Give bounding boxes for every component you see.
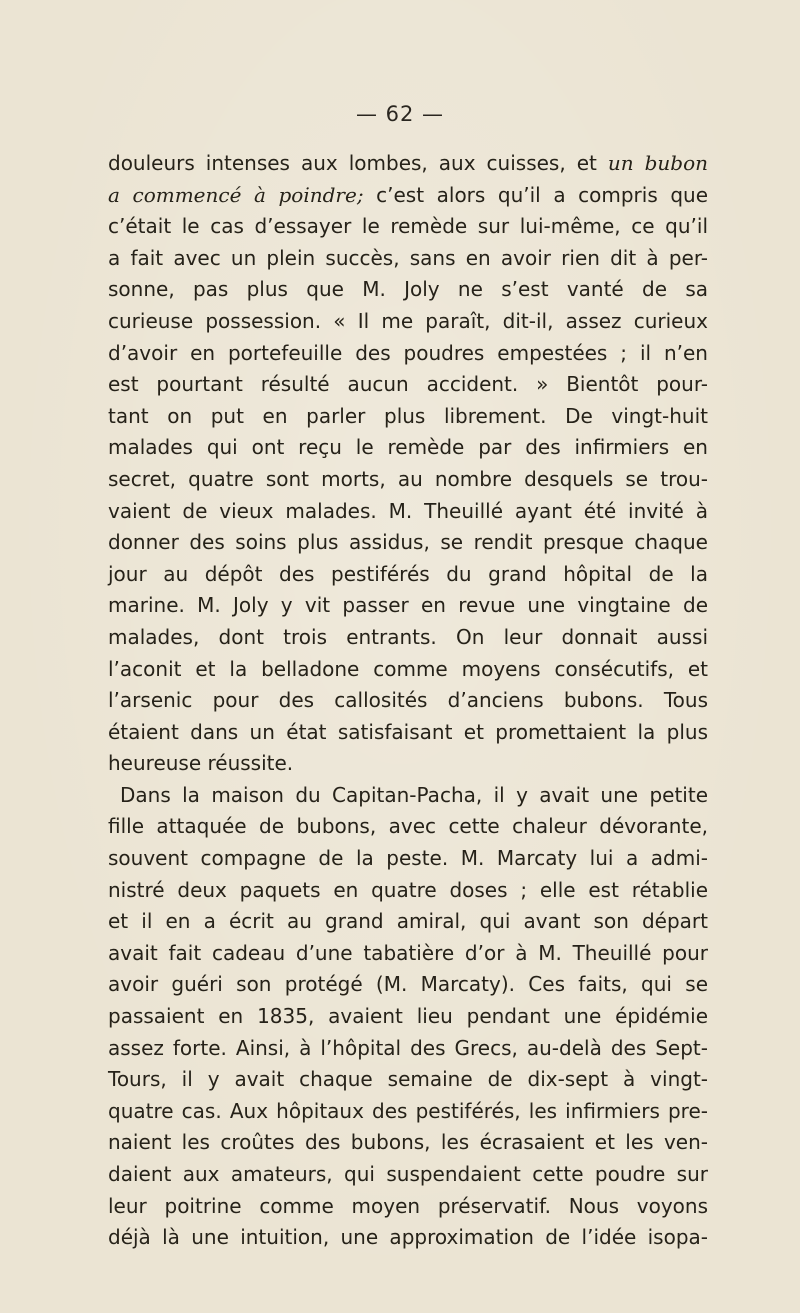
text-segment: l’aconit et la belladone comme moyens consécutifs, et	[108, 656, 708, 681]
text-segment: assez forte. Ainsi, à l’hôpital des Grecs, au-delà des Sept-	[108, 1035, 708, 1060]
text-line	[108, 338, 708, 370]
text-segment: marine. M. Joly y vit passer en revue une vingtaine de	[108, 593, 708, 618]
italic-text-segment: a commencé à poindre;	[108, 182, 364, 207]
text-line	[108, 559, 708, 591]
text-segment: vaient de vieux malades. M. Theuillé ayant été invité à	[108, 498, 708, 523]
text-segment: d’avoir en portefeuille des poudres empestées ; il n’en	[108, 340, 708, 365]
text-segment: quatre cas. Aux hôpitaux des pestiférés, les infirmiers pre-	[108, 1098, 708, 1123]
text-segment: heureuse réussite.	[108, 751, 294, 776]
text-segment: avoir guéri son protégé (M. Marcaty). Ces faits, qui se	[108, 972, 708, 997]
text-segment: secret, quatre sont morts, au nombre desquels se trou-	[108, 466, 708, 491]
text-segment: Dans la maison du Capitan-Pacha, il y avait une petite	[120, 782, 708, 807]
text-segment: et il en a écrit au grand amiral, qui avant son départ	[108, 909, 708, 934]
text-segment: Tours, il y avait chaque semaine de dix-sept à vingt-	[108, 1067, 708, 1092]
text-segment: souvent compagne de la peste. M. Marcaty lui a admi-	[108, 846, 708, 871]
body-text	[108, 148, 708, 1254]
text-line	[108, 1064, 708, 1096]
text-segment: c’est alors qu’il a compris que	[363, 182, 709, 207]
text-line	[108, 843, 708, 875]
text-segment: est pourtant résulté aucun accident. » Bientôt pour-	[108, 372, 708, 397]
text-line	[108, 1127, 708, 1159]
text-line	[108, 1222, 708, 1254]
text-segment: sonne, pas plus que M. Joly ne s’est vanté de sa	[108, 277, 708, 302]
text-segment: c’était le cas d’essayer le remède sur lui-même, ce qu’il	[108, 214, 708, 239]
text-segment: daient aux amateurs, qui suspendaient cette poudre sur	[108, 1162, 708, 1186]
text-line	[108, 306, 708, 338]
text-segment: malades, dont trois entrants. On leur donnait aussi	[108, 624, 708, 649]
text-line	[108, 1001, 708, 1033]
text-line	[108, 906, 708, 938]
text-segment: malades qui ont reçu le remède par des infirmiers en	[108, 435, 708, 460]
text-segment: douleurs intenses aux lombes, aux cuisses, et	[108, 151, 608, 175]
text-segment: l’arsenic pour des callosités d’anciens bubons. Tous	[108, 688, 708, 713]
text-line	[108, 432, 708, 464]
text-line	[108, 685, 708, 717]
text-line	[108, 1159, 708, 1191]
text-line	[108, 717, 708, 749]
text-line	[108, 590, 708, 622]
text-line	[108, 811, 708, 843]
text-segment: donner des soins plus assidus, se rendit presque chaque	[108, 530, 708, 555]
text-line	[108, 464, 708, 496]
text-segment: fille attaquée de bubons, avec cette chaleur dévorante,	[108, 814, 708, 839]
text-line	[108, 369, 708, 401]
text-line	[108, 875, 708, 907]
text-line	[108, 274, 708, 306]
text-line	[108, 748, 708, 780]
text-line	[108, 622, 708, 654]
text-line	[108, 496, 708, 528]
text-line	[108, 1096, 708, 1128]
text-segment: déjà là une intuition, une approximation de l’idée isopa-	[108, 1225, 708, 1250]
text-line	[108, 1191, 708, 1223]
text-line	[108, 654, 708, 686]
text-line	[108, 148, 708, 180]
italic-text-segment: un bubon	[607, 151, 709, 175]
page-number: — 62 —	[355, 102, 445, 126]
text-line	[108, 401, 708, 433]
text-line	[108, 243, 708, 275]
text-segment: tant on put en parler plus librement. De vingt-huit	[108, 403, 708, 428]
text-line	[108, 938, 708, 970]
text-line	[108, 211, 708, 243]
text-segment: nistré deux paquets en quatre doses ; elle est rétablie	[108, 877, 708, 902]
text-segment: a fait avec un plein succès, sans en avoir rien dit à per-	[108, 245, 708, 270]
text-segment: avait fait cadeau d’une tabatière d’or à M. Theuillé pour	[108, 940, 708, 965]
text-line	[108, 180, 708, 212]
text-segment: étaient dans un état satisfaisant et promettaient la plus	[108, 719, 708, 744]
text-line	[108, 527, 708, 559]
text-segment: leur poitrine comme moyen préservatif. Nous voyons	[108, 1193, 708, 1218]
text-segment: naient les croûtes des bubons, les écrasaient et les ven-	[108, 1130, 708, 1155]
text-segment: jour au dépôt des pestiférés du grand hôpital de la	[108, 561, 708, 586]
text-line	[108, 969, 708, 1001]
text-segment: curieuse possession. « Il me paraît, dit-il, assez curieux	[108, 308, 708, 333]
text-line	[108, 1033, 708, 1065]
text-segment: passaient en 1835, avaient lieu pendant une épidémie	[108, 1004, 708, 1029]
text-line	[108, 780, 708, 812]
